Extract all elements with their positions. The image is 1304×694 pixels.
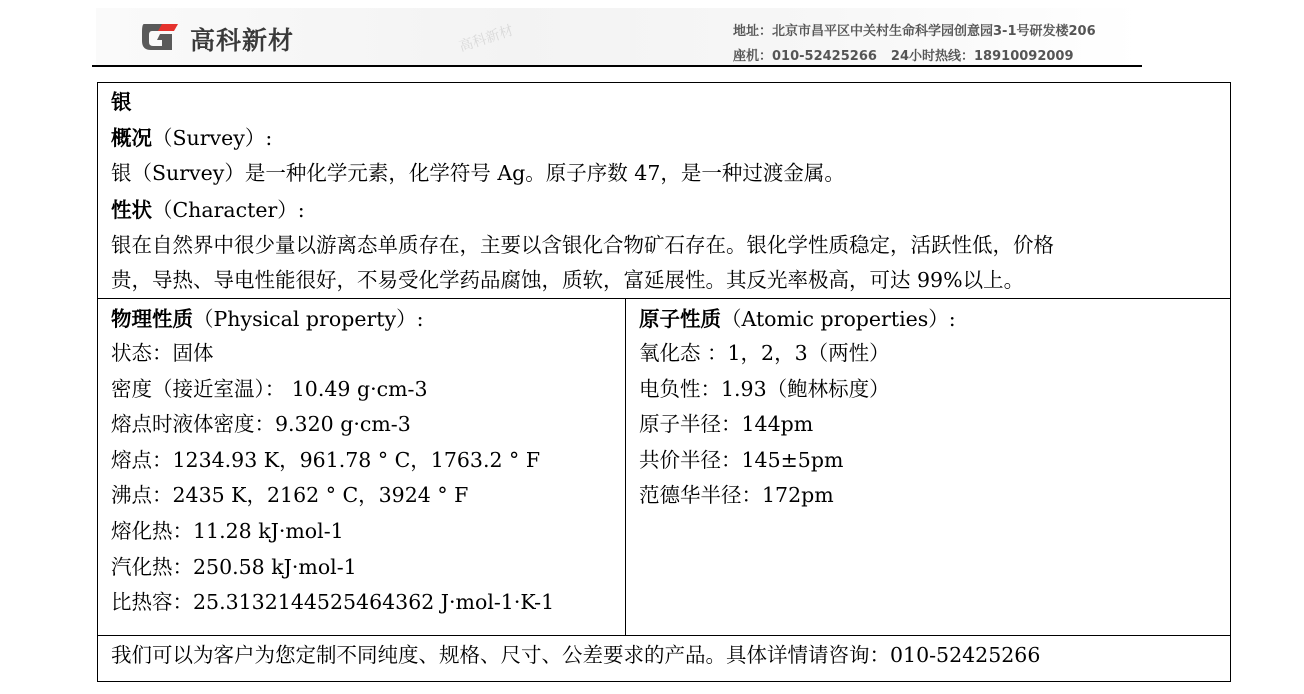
- atomic-property: 共价半径：145±5pm: [639, 448, 844, 472]
- physical-property: 状态：固体: [111, 341, 214, 365]
- physical-heading: [111, 309, 423, 330]
- character-heading-cn: 性状: [111, 198, 152, 222]
- element-info-table: [97, 82, 1231, 682]
- phone-value: 010-52425266: [772, 49, 877, 64]
- physical-property: 比热容：25.3132144525464362 J·mol-1·K-1: [111, 590, 555, 614]
- watermark: 高科新材: [457, 22, 516, 56]
- survey-heading-en: （Survey）:: [152, 126, 273, 150]
- atomic-property: 原子半径：144pm: [639, 412, 814, 436]
- atomic-heading-en: （Atomic properties）:: [721, 307, 956, 331]
- character-text-line-2: 贵，导热、导电性能很好，不易受化学药品腐蚀，质软，富延展性。其反光率极高，可达 99%以上。: [111, 268, 1025, 292]
- physical-property: 汽化热：250.58 kJ·mol-1: [111, 555, 357, 579]
- element-name: 银: [111, 90, 132, 114]
- physical-heading-en: （Physical property）:: [193, 307, 424, 331]
- company-name: 高科新材: [190, 26, 295, 55]
- physical-property: 熔点：1234.93 K，961.78 ° C，1763.2 ° F: [111, 448, 541, 472]
- character-heading: [111, 200, 305, 221]
- address-label: 地址：: [733, 24, 773, 39]
- hotline-label: 24小时热线：: [890, 49, 975, 64]
- survey-text: 银（Survey）是一种化学元素，化学符号 Ag。原子序数 47，是一种过渡金属。: [111, 161, 845, 185]
- survey-heading: [111, 128, 272, 149]
- footer-note: 我们可以为客户为您定制不同纯度、规格、尺寸、公差要求的产品。具体详情请咨询：010-52425266: [111, 643, 1041, 667]
- atomic-property: 范德华半径：172pm: [639, 483, 834, 507]
- section-divider: [98, 298, 1230, 299]
- company-contact: [733, 45, 1074, 64]
- survey-heading-cn: 概况: [111, 126, 152, 150]
- physical-property: 密度（接近室温）： 10.49 g·cm-3: [111, 377, 428, 401]
- physical-heading-cn: 物理性质: [111, 307, 193, 331]
- character-heading-en: （Character）:: [152, 198, 305, 222]
- atomic-heading: [639, 309, 956, 330]
- physical-property: 沸点：2435 K，2162 ° C，3924 ° F: [111, 483, 469, 507]
- address-value: 北京市昌平区中关村生命科学园创意园3-1号研发楼206: [772, 24, 1096, 39]
- physical-property: 熔点时液体密度：9.320 g·cm-3: [111, 412, 411, 436]
- atomic-property: 电负性：1.93（鲍林标度）: [639, 377, 890, 401]
- character-text-line-1: 银在自然界中很少量以游离态单质存在，主要以含银化合物矿石存在。银化学性质稳定，活跃性低，价格: [111, 233, 1054, 257]
- header-divider: [92, 65, 1142, 67]
- hotline-value: 18910092009: [974, 49, 1074, 64]
- atomic-heading-cn: 原子性质: [639, 307, 721, 331]
- phone-label: 座机：: [733, 49, 773, 64]
- physical-property: 熔化热：11.28 kJ·mol-1: [111, 519, 344, 543]
- company-logo-icon: [140, 20, 180, 52]
- atomic-property: 氧化态 ：1，2，3（两性）: [639, 341, 890, 365]
- company-address: [733, 20, 1096, 39]
- footer-divider: [98, 635, 1230, 636]
- column-divider: [625, 298, 626, 635]
